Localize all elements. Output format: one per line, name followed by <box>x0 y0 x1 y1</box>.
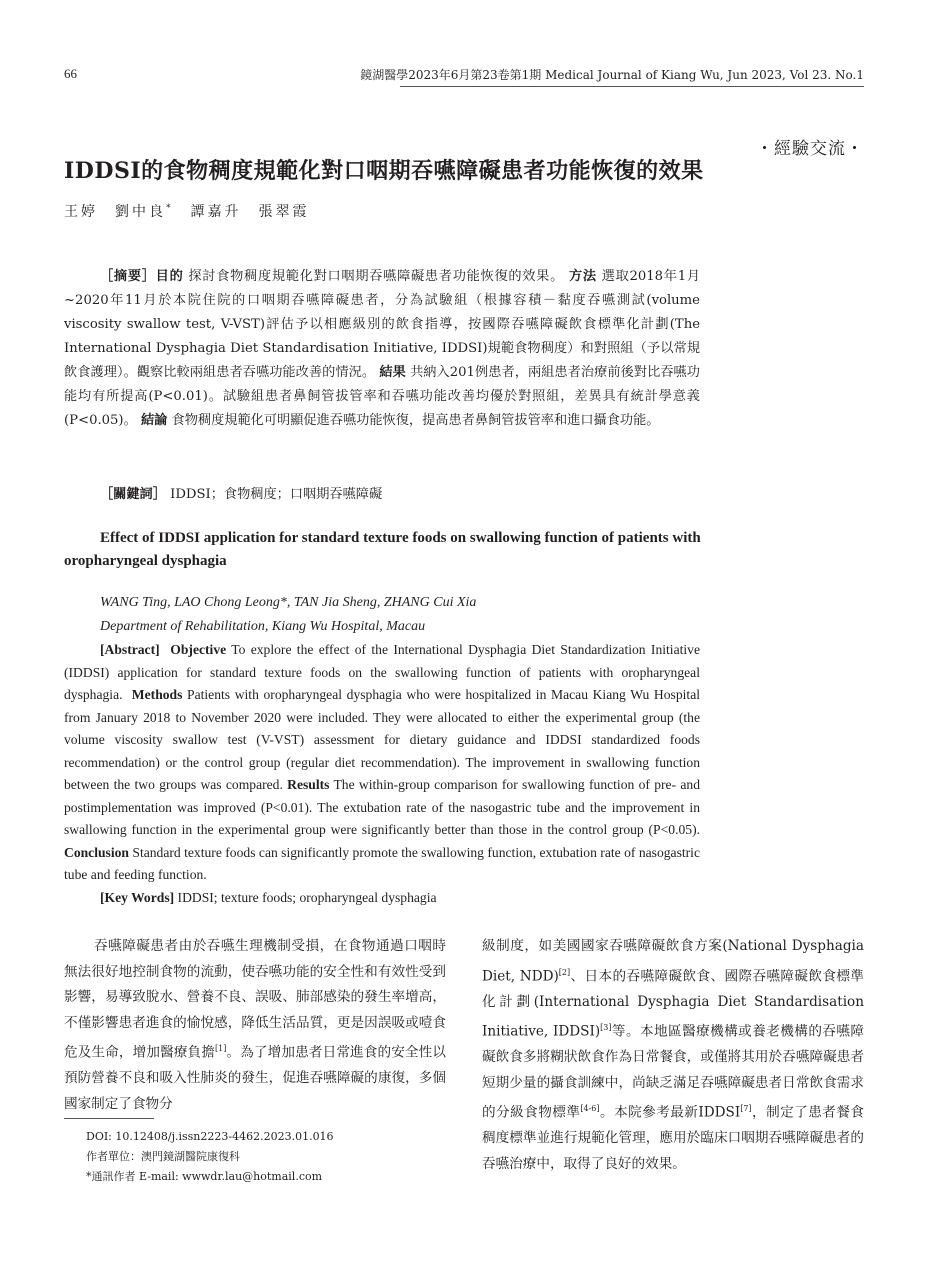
body-column-left <box>64 934 446 1117</box>
objective-en-text: To explore the effect of the International Dysphagia Diet Standardization Initiative (IDDSI) application for standard texture foods on the swallowing function of patients with oropharyngeal dysphagia. <box>64 642 701 702</box>
footnote-rule <box>64 1118 154 1119</box>
english-title: Effect of IDDSI application for standard texture foods on swallowing function of patients with oropharyngeal dysphagia <box>64 530 701 569</box>
body-right-text-2: 、日本的吞嚥障礙飲食、國際吞嚥障礙飲食標準化計劃(International Dysphagia Diet Standardisation Initiative, IDDSI) <box>482 968 864 1040</box>
body-left-text-1: 吞嚥障礙患者由於吞嚥生理機制受損，在食物通過口咽時無法很好地控制食物的流動，使吞嚥功能的安全性和有效性受到影響，易導致脫水、營養不良、誤吸、肺部感染的發生率增高，不僅影響患者進食的愉悅感，降低生活品質，更是因誤吸或噎食危及生命，增加醫療負擔 <box>64 938 446 1061</box>
paper-title: IDDSI的食物稠度規範化對口咽期吞嚥障礙患者功能恢復的效果 <box>64 158 704 184</box>
abstract-cn-label: ［摘要］ <box>100 269 156 284</box>
conclusion-cn-text: 食物稠度規範化可明顯促進吞嚥功能恢復，提高患者鼻飼管拔管率和進口攝食功能。 <box>167 413 660 428</box>
citation-ref: [2] <box>558 967 571 977</box>
citation-ref: [3] <box>600 1023 612 1033</box>
results-en-text: The within-group comparison for swallowing function of pre- and postimplementation was improved (P<0.01). The extubation rate of the nasogastric tube and the improvement in swallowing function in the experimental group were significantly better than those in the control group (P<0.05). <box>64 777 700 837</box>
abstract-cn <box>64 265 700 433</box>
objective-cn-label: 目的 <box>155 269 184 284</box>
keywords-en <box>64 887 700 909</box>
corresponding-mark: * <box>166 203 174 214</box>
keywords-en-text: IDDSI; texture foods; oropharyngeal dysphagia <box>174 890 437 905</box>
methods-cn-text: 選取2018年1月~2020年11月於本院住院的口咽期吞嚥障礙患者，分為試驗組（根據容積－黏度吞嚥測試(volume viscosity swallow test, V-VST)評估予以相應級別的飲食指導，按國際吞嚥障礙飲食標準化計劃(The International Dysphagia Diet Standardisation Initiative, IDDSI)規範食物稠度）和對照組（予以常規飲食護理）。觀察比較兩組患者吞嚥功能改善的情況。 <box>64 269 701 380</box>
abstract-en-label: [Abstract] <box>100 642 160 657</box>
authors-cn <box>64 201 310 221</box>
author-unit-footnote: 作者單位：澳門鏡湖醫院康復科 <box>86 1150 240 1163</box>
body-right-text-1: 級制度，如美國國家吞嚥障礙飲食方案(National Dysphagia Diet, NDD) <box>482 938 864 985</box>
results-cn-label: 結果 <box>379 365 406 380</box>
conclusion-en-text: Standard texture foods can significantly promote the swallowing function, extubation rate of nasogastric tube and feeding function. <box>64 844 700 882</box>
body-left-text-2: 。為了增加患者日常進食的安全性以預防營養不良和吸入性肺炎的發生，促進吞嚥障礙的康復，多個國家制定了食物分 <box>64 1044 447 1112</box>
doi-footnote: DOI: 10.12408/j.issn2223-4462.2023.01.016 <box>86 1130 334 1143</box>
running-header: 鏡湖醫學2023年6月第23卷第1期 Medical Journal of Kiang Wu, Jun 2023, Vol 23. No.1 <box>360 68 864 82</box>
results-en-label: Results <box>287 777 330 792</box>
corresponding-author-footnote: *通訊作者 E-mail: wwwdr.lau@hotmail.com <box>86 1170 323 1183</box>
citation-ref: [4-6] <box>580 1104 600 1114</box>
methods-en-text: Patients with oropharyngeal dysphagia who were hospitalized in Macau Kiang Wu Hospital from January 2018 to November 2020 were included. They were allocated to either the experimental group (the volume viscosity swallow test (V-VST) assessment for dietary guidance and IDDSI standardized foods recommendation) or the control group (regular diet recommendation). The improvement in swallowing function between the two groups was compared. <box>64 687 701 792</box>
page-number: 66 <box>64 66 77 81</box>
authors-en: WANG Ting, LAO Chong Leong*, TAN Jia Sheng, ZHANG Cui Xia <box>100 595 477 610</box>
keywords-cn-text: IDDSI；食物稠度；口咽期吞嚥障礙 <box>165 487 383 502</box>
results-cn-text: 共納入201例患者，兩組患者治療前後對比吞嚥功能均有所提高(P<0.01)。試驗組患者鼻飼管拔管率和吞嚥功能改善均優於對照組，差異具有統計學意義(P<0.05)。 <box>64 365 700 428</box>
header-rule <box>400 86 864 87</box>
objective-en-label: Objective <box>170 642 227 657</box>
objective-cn-text: 探討食物稠度規範化對口咽期吞嚥障礙患者功能恢復的效果。 <box>183 269 565 284</box>
conclusion-en-label: Conclusion <box>64 844 129 860</box>
abstract-en <box>64 639 700 887</box>
methods-en-label: Methods <box>131 687 183 702</box>
affiliation-en: Department of Rehabilitation, Kiang Wu Hospital, Macau <box>100 619 426 634</box>
section-tag: ・經驗交流・ <box>756 139 864 159</box>
keywords-cn <box>64 483 700 507</box>
methods-cn-label: 方法 <box>568 269 597 284</box>
footnotes <box>86 1127 334 1187</box>
body-right-text-4: 。本院參考最新IDDSI <box>599 1104 741 1121</box>
citation-ref: [1] <box>215 1044 227 1053</box>
conclusion-cn-label: 結論 <box>140 413 168 428</box>
body-column-right <box>482 934 864 1177</box>
authors-cn-first: 王婷 劉中良 <box>64 204 166 220</box>
body-right-text-5: ，制定了患者餐食稠度標準並進行規範化管理，應用於臨床口咽期吞嚥障礙患者的吞嚥治療中，取得了良好的效果。 <box>482 1104 865 1172</box>
body-right-text-3: 等。本地區醫療機構或養老機構的吞嚥障礙飲食多將糊狀飲食作為日常餐食，或僅將其用於吞嚥障礙患者短期少量的攝食訓練中，尚缺乏滿足吞嚥障礙患者日常飲食需求的分級食物標準 <box>482 1023 865 1121</box>
keywords-en-label: [Key Words] <box>100 890 175 905</box>
keywords-cn-label: ［關鍵詞］ <box>100 487 166 502</box>
citation-ref: [7] <box>740 1104 752 1114</box>
authors-cn-rest: 譚嘉升 張翠霞 <box>173 204 310 220</box>
